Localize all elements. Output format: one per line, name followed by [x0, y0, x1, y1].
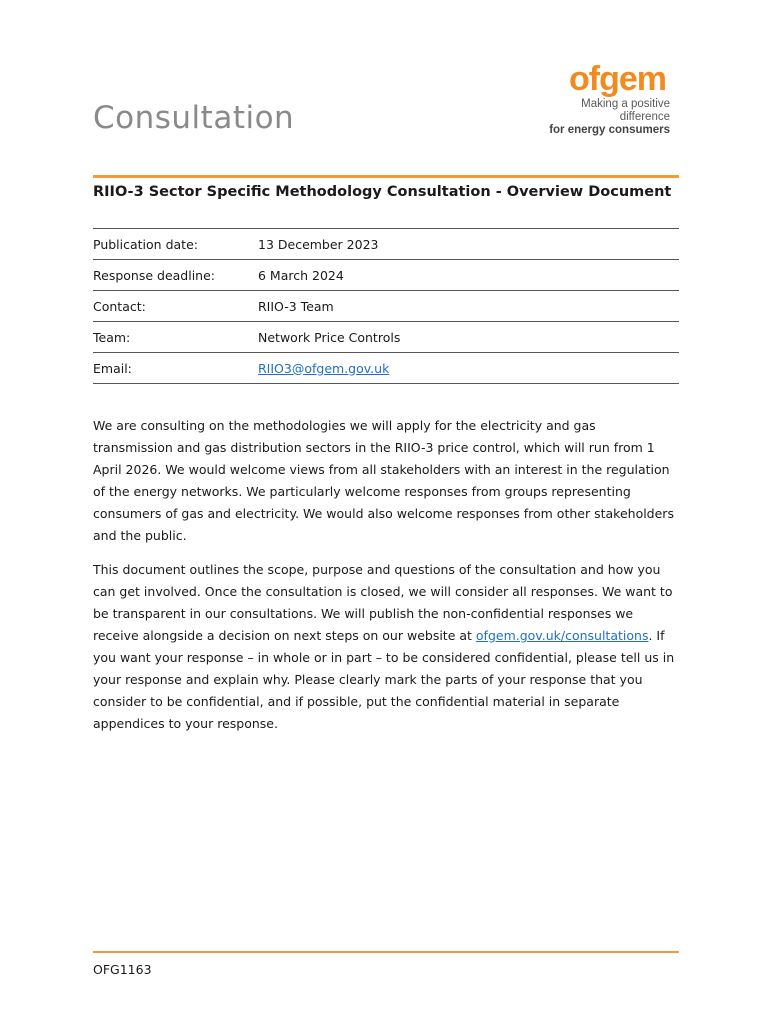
ofgem-logo	[530, 60, 670, 137]
contact-value: RIIO-3 Team	[258, 298, 334, 314]
publication-date-value: 13 December 2023	[258, 236, 379, 252]
footer-divider	[93, 951, 679, 953]
process-paragraph-end: . If you want your response – in whole or in part – to be considered confidential, please tell us in your response and explain why. Please clearly mark the parts of your response that you consider to be confidential, and if possible, put the confidential material in separate appendices to your response.	[93, 628, 675, 731]
logo-wordmark: ofgem	[569, 60, 666, 98]
email-row	[93, 353, 679, 384]
response-deadline-label: Response deadline:	[93, 267, 215, 283]
response-deadline-value: 6 March 2024	[258, 267, 344, 283]
team-row	[93, 322, 679, 353]
team-value: Network Price Controls	[258, 329, 401, 345]
logo-tagline-line1: Making a positive difference	[581, 98, 670, 123]
process-paragraph	[93, 559, 679, 735]
contact-label: Contact:	[93, 298, 146, 314]
logo-tagline	[530, 98, 670, 137]
top-divider	[93, 175, 679, 178]
process-paragraph-start: This document outlines the scope, purpose and questions of the consultation and how you can get involved. Once the consultation is closed, we will consider all responses. We want to be transparent in our consultations. We will publish the non-confidential responses we receive alongside a decision on next steps on our website at	[93, 562, 673, 643]
consultations-link[interactable]: ofgem.gov.uk/consultations	[475, 628, 649, 643]
intro-paragraph: We are consulting on the methodologies we will apply for the electricity and gas transmission and gas distribution sectors in the RIIO-3 price control, which will run from 1 April 2026. We would welcome views from all stakeholders with an interest in the regulation of the energy networks. We particularly welcome responses from groups representing consumers of gas and electricity. We would also welcome responses from other stakeholders and the public.	[93, 418, 674, 543]
document-reference-code: OFG1163	[93, 962, 152, 977]
body-text	[93, 415, 679, 747]
team-label: Team:	[93, 329, 131, 345]
response-deadline-row	[93, 260, 679, 291]
document-type-heading: Consultation	[93, 100, 295, 136]
metadata-table	[93, 228, 679, 384]
publication-date-label: Publication date:	[93, 236, 198, 252]
email-label: Email:	[93, 360, 132, 376]
document-title: RIIO-3 Sector Specific Methodology Consultation - Overview Document	[93, 184, 672, 200]
email-value-cell	[258, 361, 679, 376]
contact-row	[93, 291, 679, 322]
email-link[interactable]: RIIO3@ofgem.gov.uk	[258, 360, 390, 376]
publication-date-row	[93, 229, 679, 260]
logo-tagline-line2: for energy consumers	[549, 124, 670, 136]
